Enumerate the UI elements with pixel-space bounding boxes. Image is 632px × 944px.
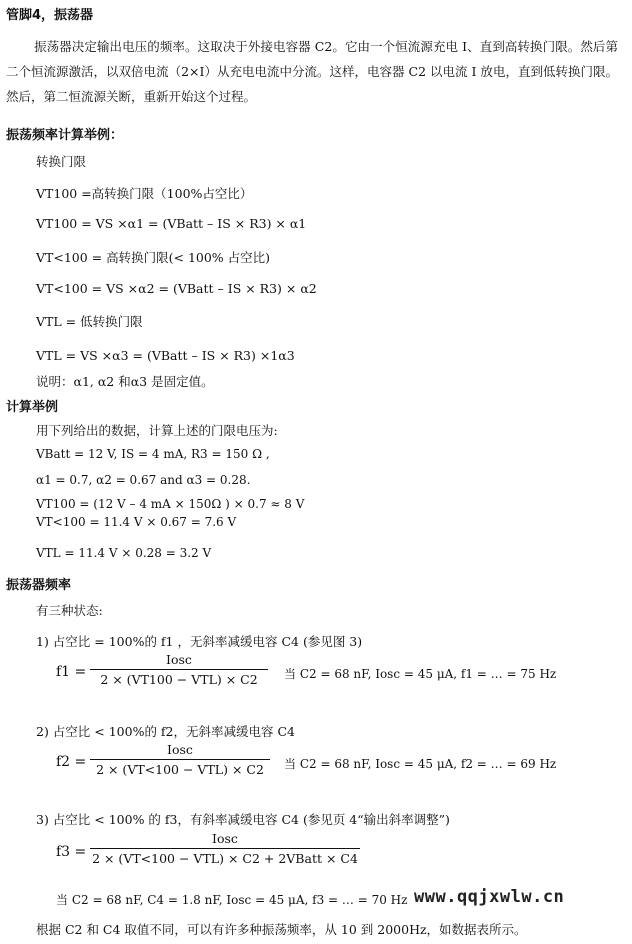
case-1-denominator: 2 × (VT100 − VTL) × C2	[100, 672, 258, 687]
case-3-label: 3) 占空比 < 100% 的 f3，有斜率减缓电容 C4 (参见页 4“输出斜率调整”)	[36, 812, 450, 827]
case-1-label: 1) 占空比 = 100%的 f1 ，无斜率减缓电容 C4 (参见图 3)	[36, 634, 363, 649]
case-2-label: 2) 占空比 < 100%的 f2，无斜率减缓电容 C4	[36, 724, 296, 739]
site-watermark: www.qqjxwlw.cn	[414, 887, 565, 907]
case-3-fraction	[90, 831, 360, 866]
case-2-fname: f2 =	[56, 754, 87, 770]
closing-note: 根据 C2 和 C4 取值不同，可以有许多种振荡频率，从 10 到 2000Hz，如数据表所示。	[36, 922, 527, 937]
alpha-note: 说明：α1, α2 和α3 是固定值。	[36, 374, 214, 389]
case-2-denominator: 2 × (VT<100 − VTL) × C2	[96, 762, 264, 777]
calc-example-heading: 振荡频率计算举例：	[6, 128, 124, 143]
vt100-definition: VT100 =高转换门限（100%占空比）	[36, 186, 253, 201]
oscillator-description-text: 振荡器决定输出电压的频率。这取决于外接电容器 C2。它由一个恒流源充电 I、直到高转换门限。然后第二个恒流源激活，以双倍电流（2×I）从充电电流中分流。这样，电容器 C2 以电流 I 放电，直到低转换门限。然后，第二恒流源关断，重新开始这个过程。	[6, 39, 618, 104]
section-title: 管脚4，振荡器	[6, 8, 94, 23]
vtl-result: VTL = 11.4 V × 0.28 = 3.2 V	[36, 546, 212, 560]
vt-below100-result: VT<100 = 11.4 V × 0.67 = 7.6 V	[36, 515, 237, 529]
case-3-numerator: Iosc	[212, 831, 238, 846]
threshold-label: 转换门限	[36, 154, 87, 169]
three-states-intro: 有三种状态:	[36, 603, 103, 618]
vt-below100-formula: VT<100 = VS ×α2 = (VBatt – IS × R3) × α2	[36, 281, 317, 296]
case-1-condition: 当 C2 = 68 nF, Iosc = 45 μA, f1 = … = 75 Hz	[284, 667, 557, 681]
case-3-denominator: 2 × (VT<100 − VTL) × C2 + 2VBatt × C4	[92, 851, 358, 866]
oscillator-description	[6, 34, 618, 109]
calc-intro: 用下列给出的数据，计算上述的门限电压为:	[36, 423, 278, 438]
given-values-2: α1 = 0.7, α2 = 0.67 and α3 = 0.28.	[36, 473, 251, 487]
case-1-fraction	[90, 652, 268, 687]
vtl-formula: VTL = VS ×α3 = (VBatt – IS × R3) ×1α3	[36, 348, 295, 363]
vt-below100-definition: VT<100 = 高转换门限(< 100% 占空比)	[36, 250, 271, 265]
vt100-result: VT100 = (12 V – 4 mA × 150Ω ) × 0.7 ≈ 8 V	[36, 497, 305, 511]
given-values-1: VBatt = 12 V, IS = 4 mA, R3 = 150 Ω ,	[36, 447, 270, 461]
vtl-definition: VTL = 低转换门限	[36, 314, 143, 329]
calculation-heading: 计算举例	[6, 400, 59, 415]
case-2-numerator: Iosc	[167, 742, 193, 757]
case-1-numerator: Iosc	[166, 652, 192, 667]
case-3-condition: 当 C2 = 68 nF, C4 = 1.8 nF, Iosc = 45 μA, f3 = … = 70 Hz	[56, 893, 408, 907]
vt100-formula: VT100 = VS ×α1 = (VBatt – IS × R3) × α1	[36, 216, 307, 231]
case-3-fname: f3 =	[56, 844, 87, 860]
case-1-fname: f1 =	[56, 664, 87, 680]
case-2-fraction	[90, 742, 270, 777]
osc-frequency-heading: 振荡器频率	[6, 578, 72, 593]
case-2-condition: 当 C2 = 68 nF, Iosc = 45 μA, f2 = … = 69 Hz	[284, 757, 557, 771]
